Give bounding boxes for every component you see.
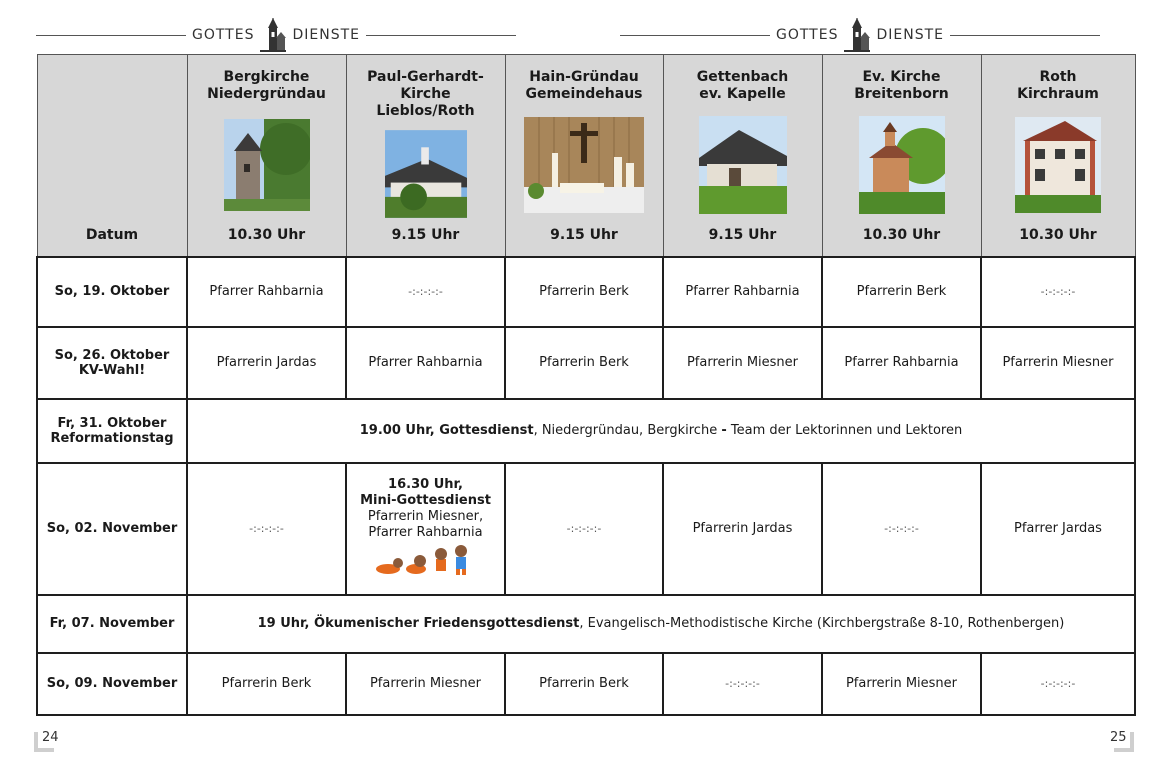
- building-photo: [1015, 117, 1101, 213]
- location-header: [663, 55, 822, 257]
- divider: [36, 35, 186, 36]
- divider: [950, 35, 1100, 36]
- divider: [366, 35, 516, 36]
- table-cell: Pfarrerin Miesner: [822, 653, 981, 715]
- table-cell: Pfarrer Rahbarnia: [187, 257, 346, 327]
- table-cell: Pfarrerin Berk: [505, 327, 663, 399]
- table-cell: -:-:-:-:-: [346, 257, 505, 327]
- altar-photo: [524, 117, 644, 213]
- table-cell: Pfarrer Rahbarnia: [346, 327, 505, 399]
- date-cell: [37, 653, 187, 715]
- location-header: [822, 55, 981, 257]
- table-cell: Pfarrer Rahbarnia: [822, 327, 981, 399]
- date-text: Fr, 31. Oktober: [57, 415, 167, 431]
- service-time: 9.15 Uhr: [391, 227, 460, 244]
- event-title: 19.00 Uhr, Gottesdienst: [359, 423, 534, 438]
- location-name: Niedergründau: [207, 86, 326, 103]
- table-cell: Pfarrerin Miesner: [981, 327, 1135, 399]
- header-word: GOTTES: [776, 27, 839, 43]
- header-word: GOTTES: [192, 27, 255, 43]
- header-word: DIENSTE: [292, 27, 360, 43]
- location-name: Hain-Gründau: [529, 69, 639, 86]
- table-cell: Pfarrerin Jardas: [663, 463, 822, 595]
- page-number-left: 24: [42, 730, 59, 745]
- table-cell: Pfarrerin Berk: [822, 257, 981, 327]
- church-icon: [260, 18, 286, 52]
- table-row: [37, 327, 1135, 399]
- church-photo: [385, 128, 467, 220]
- service-schedule-table: [36, 54, 1136, 716]
- header-right: [620, 18, 1100, 52]
- table-cell: Pfarrer Jardas: [981, 463, 1135, 595]
- service-time: 10.30 Uhr: [227, 227, 306, 244]
- location-header: [505, 55, 663, 257]
- mini-time: 16.30 Uhr,: [388, 477, 463, 492]
- table-cell: Pfarrer Rahbarnia: [663, 257, 822, 327]
- children-illustration: [374, 545, 478, 575]
- location-name: Bergkirche: [223, 69, 310, 86]
- date-cell: [37, 595, 187, 653]
- header-word: DIENSTE: [876, 27, 944, 43]
- service-time: 9.15 Uhr: [550, 227, 618, 244]
- table-cell: -:-:-:-:-: [663, 653, 822, 715]
- church-photo: [859, 116, 945, 214]
- date-text: So, 26. Oktober: [54, 347, 170, 363]
- table-cell: -:-:-:-:-: [505, 463, 663, 595]
- mini-pastor: Pfarrerin Miesner,: [367, 509, 484, 524]
- location-name: Paul-Gerhardt-Kirche: [367, 69, 484, 103]
- location-name: Ev. Kirche: [862, 69, 941, 86]
- event-details: Team der Lektorinnen und Lektoren: [726, 423, 963, 438]
- date-cell: [37, 399, 187, 463]
- event-separator: -: [721, 423, 727, 438]
- table-row: [37, 653, 1135, 715]
- church-photo: [224, 119, 310, 211]
- mini-title: Mini-Gottesdienst: [360, 493, 491, 508]
- location-name: Lieblos/Roth: [376, 103, 475, 120]
- table-cell: Pfarrerin Berk: [505, 653, 663, 715]
- divider: [620, 35, 770, 36]
- location-name: Kirchraum: [1017, 86, 1099, 103]
- table-cell: Pfarrerin Berk: [505, 257, 663, 327]
- date-text: Fr, 07. November: [49, 616, 175, 631]
- datum-label: Datum: [85, 227, 139, 244]
- service-time: 10.30 Uhr: [862, 227, 941, 244]
- event-details: , Evangelisch-Methodistische Kirche (Kirchbergstraße 8-10, Rothenbergen): [579, 616, 1065, 631]
- date-text: So, 02. November: [46, 521, 178, 536]
- table-cell: Pfarrerin Berk: [187, 653, 346, 715]
- location-name: Gemeindehaus: [525, 86, 643, 103]
- location-header: [187, 55, 346, 257]
- date-cell: [37, 463, 187, 595]
- event-details: , Niedergründau, Bergkirche: [533, 423, 722, 438]
- page-number-right: 25: [1110, 730, 1127, 745]
- table-cell: -:-:-:-:-: [981, 257, 1135, 327]
- table-row: [37, 399, 1135, 463]
- event-cell: [187, 399, 1135, 463]
- event-cell: [187, 595, 1135, 653]
- mini-pastor: Pfarrer Rahbarnia: [368, 525, 483, 540]
- date-cell: [37, 327, 187, 399]
- table-cell: Pfarrerin Miesner: [663, 327, 822, 399]
- table-row: [37, 463, 1135, 595]
- location-header: [981, 55, 1135, 257]
- datum-header: [37, 55, 187, 257]
- location-name: ev. Kapelle: [699, 86, 786, 103]
- location-name: Gettenbach: [696, 69, 789, 86]
- table-row: [37, 257, 1135, 327]
- location-name: Breitenborn: [854, 86, 949, 103]
- service-time: 10.30 Uhr: [1019, 227, 1097, 244]
- table-cell: -:-:-:-:-: [822, 463, 981, 595]
- table-cell: -:-:-:-:-: [981, 653, 1135, 715]
- service-time: 9.15 Uhr: [708, 227, 777, 244]
- mini-gottesdienst-cell: [346, 463, 505, 595]
- table-cell: Pfarrerin Miesner: [346, 653, 505, 715]
- date-cell: [37, 257, 187, 327]
- event-title: 19 Uhr, Ökumenischer Friedensgottesdienst: [257, 616, 580, 631]
- date-note: Reformationstag: [50, 430, 174, 446]
- table-cell: Pfarrerin Jardas: [187, 327, 346, 399]
- date-note: KV-Wahl!: [78, 362, 146, 378]
- table-cell: -:-:-:-:-: [187, 463, 346, 595]
- location-name: Roth: [1039, 69, 1077, 86]
- location-header: [346, 55, 505, 257]
- church-icon: [844, 18, 870, 52]
- table-row: [37, 595, 1135, 653]
- header-left: [36, 18, 516, 52]
- date-text: So, 09. November: [46, 676, 178, 691]
- chapel-photo: [699, 116, 787, 214]
- date-text: So, 19. Oktober: [54, 284, 170, 299]
